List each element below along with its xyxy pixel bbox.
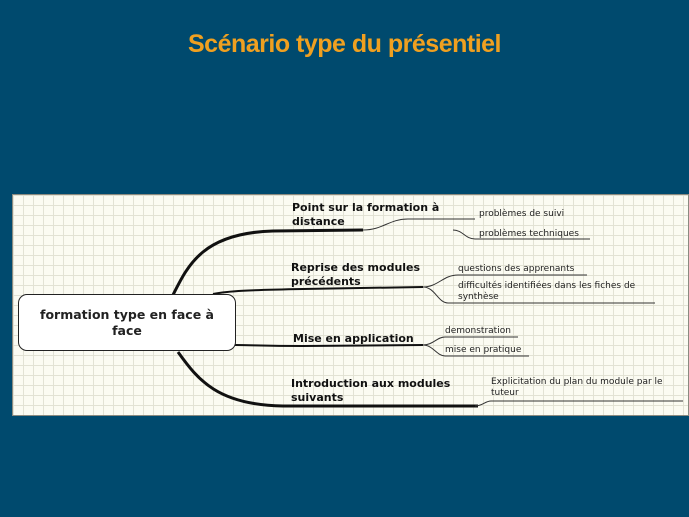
central-topic-node: [18, 294, 236, 351]
branch-3-leaf-2: mise en pratique: [445, 345, 522, 355]
branch-2-leaf-1: questions des apprenants: [458, 264, 575, 274]
connector-leaf-3-1: [423, 337, 518, 345]
branch-3-leaf-1: demonstration: [445, 326, 511, 336]
branch-1-leaf-1: problèmes de suivi: [479, 209, 565, 219]
branch-2-leaf-2: difficultés identifiées dans les fiches de synthèse: [458, 281, 636, 302]
connector-leaf-4-1: [475, 401, 683, 406]
branch-4-leaf-1: Explicitation du plan du module par le tuteur: [491, 377, 663, 398]
branch-1-leaf-2: problèmes techniques: [479, 229, 579, 239]
slide-title: Scénario type du présentiel: [188, 30, 501, 58]
branch-2-label: Reprise des modules précédents: [291, 261, 421, 288]
mind-map: [12, 194, 689, 416]
branch-3-label: Mise en application: [293, 332, 414, 345]
branch-1-label: Point sur la formation à distance: [292, 201, 440, 228]
central-topic-label: formation type en face à face: [40, 306, 214, 338]
branch-4-label: Introduction aux modules suivants: [291, 377, 451, 404]
